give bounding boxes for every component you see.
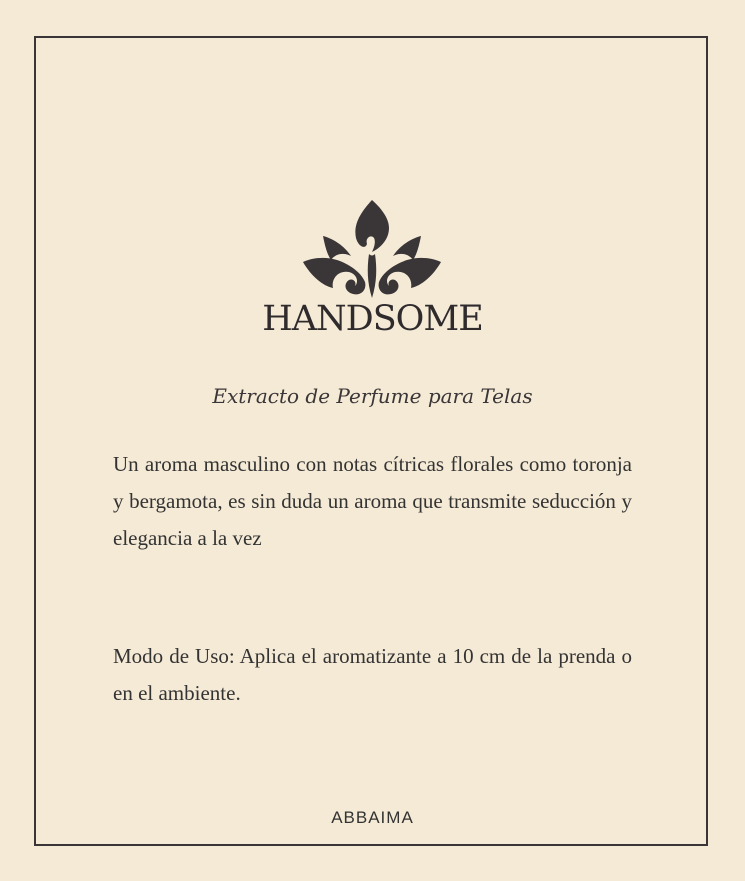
lotus-flower-icon	[301, 198, 443, 300]
product-description: Un aroma masculino con notas cítricas florales como toronja y bergamota, es sin duda un aroma que transmite seducción y elegancia a la vez	[113, 452, 632, 550]
product-subtitle: Extracto de Perfume para Telas	[212, 384, 533, 408]
usage-instructions: Modo de Uso: Aplica el aromatizante a 10 cm de la prenda o en el ambiente.	[113, 644, 632, 705]
label-border	[34, 36, 708, 846]
brand-name: HANDSOME	[262, 299, 483, 339]
maker-name: ABBAIMA	[331, 808, 414, 827]
